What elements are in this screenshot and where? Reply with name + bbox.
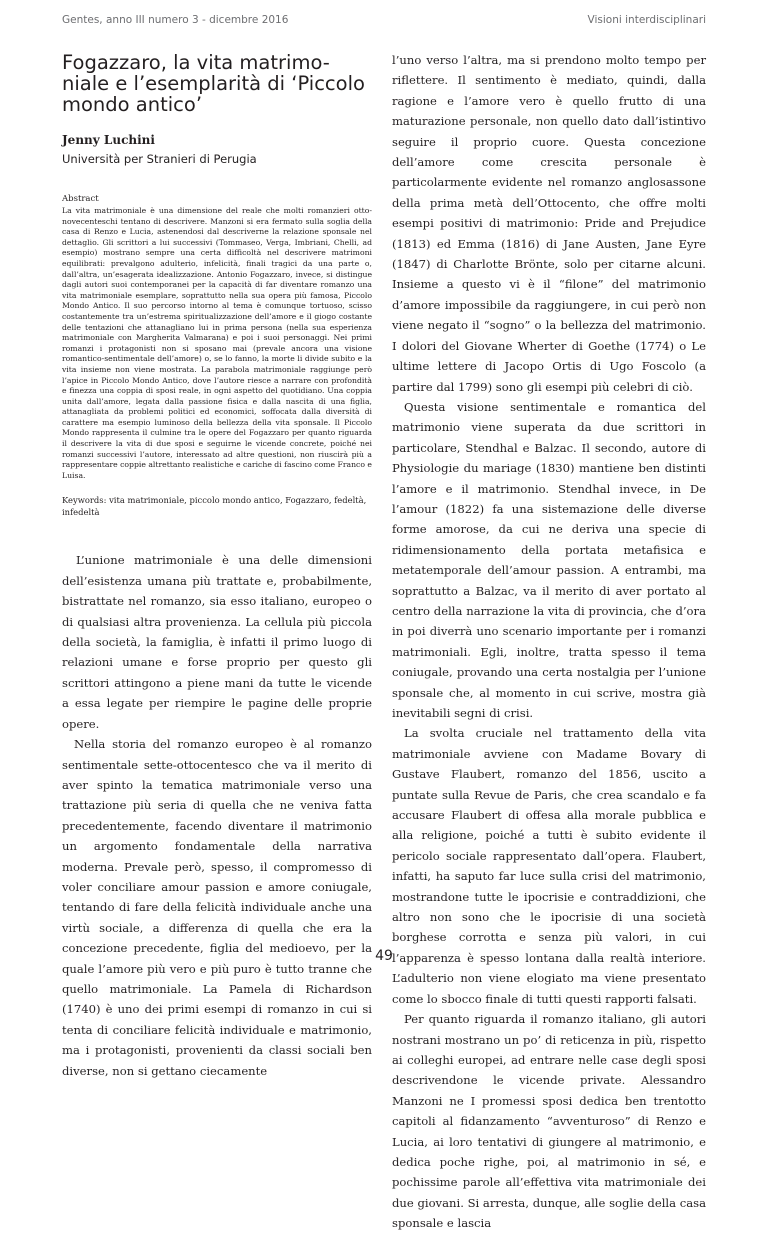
body-left xyxy=(62,550,372,1081)
keywords: Keywords: vita matrimoniale, piccolo mondo antico, Fogazzaro, fedeltà, infedeltà xyxy=(62,495,367,517)
article-title: Fogazzaro, la vita matrimo-niale e l’esemplarità di ‘Piccolo mondo antico’ xyxy=(62,51,365,116)
section-name: Visioni interdisciplinari xyxy=(587,14,706,26)
abstract-body: La vita matrimoniale è una dimensione del reale che molti romanzieri otto-novecenteschi tentano di descrivere. Manzoni si era fermato sulla soglia della casa di Renzo e Lucia, astenendosi dal descriverne la relazione sponsale nel dettaglio. Gli scrittori a lui successivi (Tommaseo, Verga, Imbriani, Chelli, ad esempio) mostrano sempre una certa difficoltà nel descrivere matrimoni equilibrati: prevalgono adulterio, infelicità, finali tragici da una parte o, dall’altra, un’esagerata idealizzazione. Antonio Fogazzaro, invece, si distingue dagli autori suoi contemporanei per la capacità di far diventare romanzo una vita matrimoniale esemplare, soprattutto nella sua opera più famosa, Piccolo Mondo Antico. Il suo percorso intorno al tema è comunque tortuoso, scisso costantemente tra un’estrema spiritualizzazione dell’amore e il giogo costante delle tentazioni che attanagliano lui in prima persona (nella sua esperienza matrimoniale con Margherita Valmarana) e poi i suoi personaggi. Nei primi romanzi i protagonisti non si sposano mai (prevale ancora una visione romantico-sentimentale dell’amore) o, se lo fanno, la morte li divide subito e la vita insieme non viene mostrata. La parabola matrimoniale raggiunge però l’apice in Piccolo Mondo Antico, dove l’autore riesce a narrare con profondità e finezza una coppia di sposi reale, in ogni aspetto del quotidiano. Una coppia unita dall’amore, legata dalla passione fisica e dalla nascita di una figlia, attanagliata da problemi politici ed economici, soffocata dalla diversità di carattere ma esempio luminoso della bellezza della vita sponsale. Il Piccolo Mondo rappresenta il culmine tra le opere del Fogazzaro per quanto riguarda il descrivere la vita di due sposi e seguirne le vicende concrete, poiché nei romanzi successivi l’autore, interessato ad altre questioni, non riuscirà più a rappresentare coppie altrettanto realistiche e cariche di fascino come Franco e Luisa. xyxy=(62,206,372,480)
paragraph: L’unione matrimoniale è una delle dimensioni dell’esistenza umana più trattate e, probabilmente, bistrattate nel romanzo, sia esso italiano, europeo o di qualsiasi altra provenienza. La cellula più piccola della società, la famiglia, è infatti il primo luogo di relazioni umane e forse proprio per questo gli scrittori attingono a piene mani da tutte le vicende a essa legate per riempire le pagine delle proprie opere. xyxy=(62,553,372,731)
author-affiliation: Università per Stranieri di Perugia xyxy=(62,152,257,166)
author-name: Jenny Luchini xyxy=(62,133,155,147)
journal-name: Gentes, anno III numero 3 - dicembre 2016 xyxy=(62,14,289,26)
right-column xyxy=(392,50,706,1234)
page-number: 49 xyxy=(375,948,393,964)
abstract-heading: Abstract xyxy=(62,194,99,204)
paragraph: Per quanto riguarda il romanzo italiano, gli autori nostrani mostrano un po’ di reticenza in più, rispetto ai colleghi europei, ad entrare nelle case degli sposi descrivendone le vicende private. Alessandro Manzoni ne I promessi sposi dedica ben trentotto capitoli al fidanzamento “avventuroso” di Renzo e Lucia, ai loro tentativi di giungere al matrimonio, e dedica poche righe, poi, al matrimonio in sé, e pochissime parole all’effettiva vita matrimoniale dei due giovani. Si arresta, dunque, alle soglie della casa sponsale e lascia xyxy=(392,1012,706,1231)
paragraph: Questa visione sentimentale e romantica del matrimonio viene superata da due scrittori in particolare, Stendhal e Balzac. Il secondo, autore di Physiologie du mariage (1830) mantiene ben distinti l’amore e il matrimonio. Stendhal invece, in De l’amour (1822) fa una sistemazione delle diverse forme amorose, da cui ne deriva una specie di ridimensionamento della portata metafisica e metatemporale dell’amour passion. A entrambi, ma soprattutto a Balzac, va il merito di aver portato al centro della narrazione la vita di provincia, che d’ora in poi diverrà uno scenario importante per i romanzi matrimoniali. Egli, inoltre, tratta spesso il tema coniugale, provando una certa nostalgia per l’unione sponsale che, al momento in cui scrive, mostra già inevitabili segni di crisi. xyxy=(392,399,706,720)
paragraph: Nella storia del romanzo europeo è al romanzo sentimentale sette-ottocentesco che va il merito di aver spinto la tematica matrimoniale verso una trattazione più seria di quella che ne veniva fatta precedentemente, facendo diventare il matrimonio un argomento fondamentale della narrativa moderna. Prevale però, spesso, il compromesso di voler conciliare amour passion e amore coniugale, tentando di fare della felicità individuale anche una virtù sociale, a differenza di quella che era la concezione precedente, figlia del medioevo, per la quale l’amore più vero e più puro è tutto tranne che quello matrimoniale. La Pamela di Richardson (1740) è uno dei primi esempi di romanzo in cui si tenta di conciliare felicità individuale e matrimonio, ma i protagonisti, provenienti da classi sociali ben diverse, non si gettano ciecamente xyxy=(62,737,372,1078)
left-column xyxy=(62,52,372,1081)
paragraph: l’uno verso l’altra, ma si prendono molto tempo per riflettere. Il sentimento è mediato, quindi, dalla ragione e l’amore vero è quello frutto di una maturazione personale, non quello dato dall’istintivo seguire il proprio cuore. Questa concezione dell’amore come crescita personale è particolarmente evidente nel romanzo anglosassone della prima metà dell’Ottocento, che offre molti esempi positivi di matrimonio: Pride and Prejudice (1813) ed Emma (1816) di Jane Austen, Jane Eyre (1847) di Charlotte Brönte, solo per citarne alcuni. Insieme a questo vi è il “filone” del matrimonio d’amore impossibile da raggiungere, in cui però non viene negato il “sogno” o la bellezza del matrimonio. I dolori del Giovane Wherter di Goethe (1774) o Le ultime lettere di Jacopo Ortis di Ugo Foscolo (a partire dal 1799) sono gli esempi più celebri di ciò. xyxy=(392,53,706,394)
paragraph: La svolta cruciale nel trattamento della vita matrimoniale avviene con Madame Bovary di Gustave Flaubert, romanzo del 1856, uscito a puntate sulla Revue de Paris, che crea scandalo e fa accusare Flaubert di offesa alla morale pubblica e alla religione, poiché a tutti è subito evidente il pericolo sociale rappresentato dall’opera. Flaubert, infatti, ha saputo far luce sulla crisi del matrimonio, mostrandone tutte le ipocrisie e contraddizioni, che altro non sono che le ipocrisie di una società borghese corrotta e senza più valori, in cui l’apparenza è spesso lontana dalla realtà interiore. L’adulterio non viene elogiato ma viene presentato come lo sbocco finale di tutti questi rapporti falsati. xyxy=(392,726,706,1006)
running-header xyxy=(62,14,706,26)
